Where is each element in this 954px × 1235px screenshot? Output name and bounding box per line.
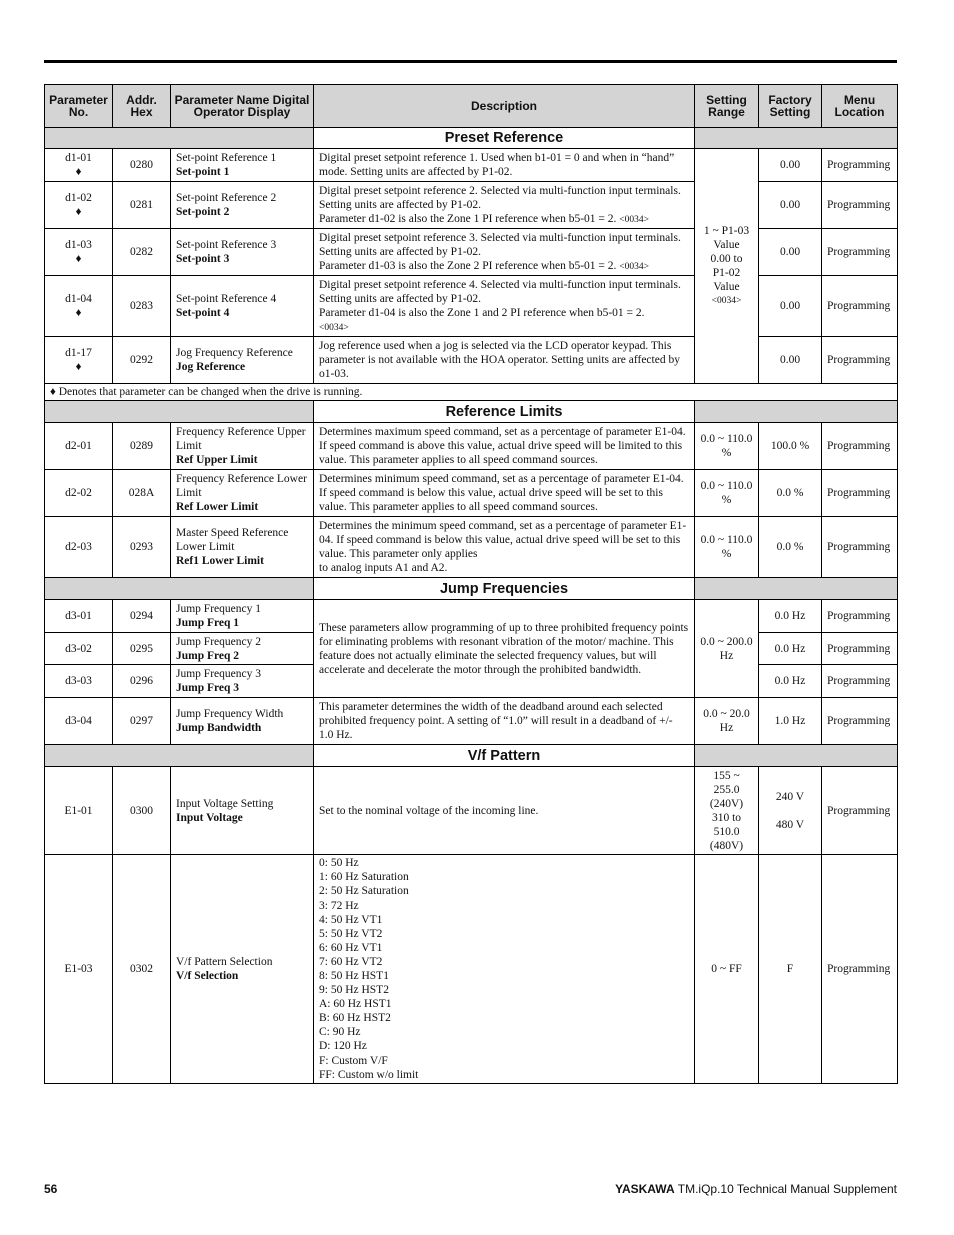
param-name: Master Speed Reference Lower Limit — [176, 527, 289, 553]
list-item: 4: 50 Hz VT1 — [319, 913, 383, 926]
diamond-icon: ♦ — [75, 166, 82, 178]
table-row — [45, 276, 898, 337]
description: Determines maximum speed command, set as a percentage of parameter E1-04. If speed command is above this value, actual drive speed will be limited to this value. This parameter applies to all speed command sources. — [314, 423, 695, 470]
list-item: 2: 50 Hz Saturation — [319, 885, 409, 898]
factory-setting: 0.0 Hz — [759, 665, 822, 698]
section-row — [45, 578, 898, 600]
menu-location: Programming — [822, 149, 898, 182]
factory-setting: 100.0 % — [759, 423, 822, 470]
page-number: 56 — [44, 1182, 58, 1196]
footer-title — [615, 1182, 897, 1196]
factory-setting: 0.0 % — [759, 470, 822, 517]
vf-pattern-options — [314, 855, 695, 1084]
addr-hex: 0283 — [113, 276, 171, 337]
menu-location: Programming — [822, 337, 898, 384]
header-factory-setting: Factory Setting — [759, 85, 822, 128]
list-item: 0: 50 Hz — [319, 857, 359, 870]
addr-hex: 0300 — [113, 767, 171, 855]
param-no: d3-04 — [45, 698, 113, 745]
param-name: Frequency Reference Lower Limit — [176, 473, 307, 499]
operator-display: Set-point 4 — [176, 307, 230, 319]
operator-display: Ref Lower Limit — [176, 501, 259, 513]
factory-setting: 0.00 — [759, 229, 822, 276]
param-name: Jump Frequency 3 — [176, 668, 261, 680]
addr-hex: 0297 — [113, 698, 171, 745]
menu-location: Programming — [822, 276, 898, 337]
section-row — [45, 128, 898, 149]
list-item: B: 60 Hz HST2 — [319, 1012, 391, 1025]
factory-setting: 0.00 — [759, 276, 822, 337]
menu-location: Programming — [822, 229, 898, 276]
param-name: Set-point Reference 4 — [176, 293, 277, 305]
factory-setting: 0.00 — [759, 337, 822, 384]
list-item: 7: 60 Hz VT2 — [319, 955, 383, 968]
setting-range: 0.0 ~ 200.0 Hz — [695, 600, 759, 698]
param-name: Set-point Reference 3 — [176, 239, 277, 251]
diamond-icon: ♦ — [75, 307, 82, 319]
setting-range: 0.0 ~ 20.0 Hz — [695, 698, 759, 745]
param-no: d2-01 — [45, 423, 113, 470]
list-item: 6: 60 Hz VT1 — [319, 941, 383, 954]
header-menu-location: Menu Location — [822, 85, 898, 128]
section-title: Jump Frequencies — [314, 578, 695, 600]
list-item: 8: 50 Hz HST1 — [319, 970, 389, 982]
operator-display: Jump Bandwidth — [176, 722, 262, 734]
description: Digital preset setpoint reference 2. Selected via multi-function input terminals. Setting units are affected by P1-02. Parameter d1-02 is also the Zone 1 PI reference when b5-01 = 2. <0034> — [314, 182, 695, 229]
operator-display: Jump Freq 1 — [176, 617, 240, 629]
addr-hex: 0281 — [113, 182, 171, 229]
description: Jog reference used when a jog is selected via the LCD operator keypad. This parameter is not available with the HOA operator. Setting units are affected by o1-03. — [314, 337, 695, 384]
header-row — [45, 85, 898, 128]
param-name: Jump Frequency Width — [176, 708, 284, 720]
operator-display: Jog Reference — [176, 361, 246, 373]
section-row — [45, 401, 898, 423]
menu-location: Programming — [822, 600, 898, 633]
list-item: C: 90 Hz — [319, 1026, 361, 1039]
table-row — [45, 698, 898, 745]
diamond-icon: ♦ — [75, 206, 82, 218]
section-title: Reference Limits — [314, 401, 695, 423]
section-title: Preset Reference — [314, 128, 695, 149]
addr-hex: 0292 — [113, 337, 171, 384]
factory-setting: 240 V 480 V — [759, 767, 822, 855]
menu-location: Programming — [822, 633, 898, 665]
menu-location: Programming — [822, 855, 898, 1084]
addr-hex: 0282 — [113, 229, 171, 276]
list-item: 3: 72 Hz — [319, 899, 359, 912]
header-param-name: Parameter Name Digital Operator Display — [171, 85, 314, 128]
addr-hex: 0295 — [113, 633, 171, 665]
param-no: d2-03 — [45, 517, 113, 578]
section-title: V/f Pattern — [314, 745, 695, 767]
factory-setting: 0.0 Hz — [759, 633, 822, 665]
operator-display: Ref Upper Limit — [176, 454, 258, 466]
header-param-no: Parameter No. — [45, 85, 113, 128]
operator-display: Ref1 Lower Limit — [176, 555, 264, 567]
factory-setting: 0.00 — [759, 149, 822, 182]
param-name: Input Voltage Setting — [176, 797, 274, 810]
operator-display: V/f Selection — [176, 970, 239, 982]
running-change-note: ♦ Denotes that parameter can be changed when the drive is running. — [45, 384, 898, 401]
list-item: D: 120 Hz — [319, 1040, 367, 1053]
description: This parameter determines the width of the deadband around each selected prohibited frequency point. A setting of “1.0” will result in a deadband of +/- 1.0 Hz. — [314, 698, 695, 745]
table-row — [45, 600, 898, 633]
addr-hex: 0280 — [113, 149, 171, 182]
setting-range: 155 ~ 255.0 (240V) 310 to 510.0 (480V) — [695, 767, 759, 855]
description: Digital preset setpoint reference 1. Used when b1-01 = 0 and when in “hand” mode. Setting units are affected by P1-02. — [314, 149, 695, 182]
param-no: d1-04 — [65, 293, 92, 305]
diamond-icon: ♦ — [75, 253, 82, 265]
setting-range: 0.0 ~ 110.0 % — [695, 423, 759, 470]
param-name: Set-point Reference 2 — [176, 192, 277, 204]
addr-hex: 0293 — [113, 517, 171, 578]
param-no: d1-01 — [65, 152, 92, 164]
description: Determines the minimum speed command, set as a percentage of parameter E1-04. If speed command is below this value, actual drive speed will be set to this value. This parameter only applies to analog inputs A1 and A2. — [314, 517, 695, 578]
table-row — [45, 470, 898, 517]
table-row — [45, 229, 898, 276]
param-no: d1-17 — [65, 347, 92, 359]
param-name: V/f Pattern Selection — [176, 956, 273, 968]
addr-hex: 0289 — [113, 423, 171, 470]
param-name: Jog Frequency Reference — [176, 347, 293, 359]
table-row — [45, 423, 898, 470]
operator-display: Input Voltage — [176, 811, 243, 824]
menu-location: Programming — [822, 470, 898, 517]
param-no: d3-03 — [45, 665, 113, 698]
list-item: FF: Custom w/o limit — [319, 1068, 419, 1081]
table-row — [45, 855, 898, 1084]
addr-hex: 0296 — [113, 665, 171, 698]
factory-setting: 0.0 % — [759, 517, 822, 578]
table-row — [45, 182, 898, 229]
setting-range: 0.0 ~ 110.0 % — [695, 470, 759, 517]
list-item: 9: 50 Hz HST2 — [319, 984, 389, 997]
param-no: d3-01 — [45, 600, 113, 633]
list-item: F: Custom V/F — [319, 1054, 388, 1067]
top-rule — [44, 60, 897, 63]
diamond-icon: ♦ — [75, 361, 82, 373]
description: These parameters allow programming of up to three prohibited frequency points for eliminating problems with resonant vibration of the motor/ machine. This feature does not actually eliminate the selected frequency values, but will accelerate and decelerate the motor through the prohibited bandwidth. — [314, 600, 695, 698]
operator-display: Set-point 2 — [176, 206, 230, 218]
parameter-table — [44, 84, 898, 1084]
factory-setting: 0.00 — [759, 182, 822, 229]
table-row — [45, 767, 898, 855]
note-row — [45, 384, 898, 401]
addr-hex: 0294 — [113, 600, 171, 633]
param-no: d1-02 — [65, 192, 92, 204]
header-setting-range: Setting Range — [695, 85, 759, 128]
menu-location: Programming — [822, 182, 898, 229]
factory-setting: F — [759, 855, 822, 1084]
factory-setting: 0.0 Hz — [759, 600, 822, 633]
description: Set to the nominal voltage of the incoming line. — [314, 767, 695, 855]
setting-range: 0 ~ FF — [695, 855, 759, 1084]
menu-location: Programming — [822, 767, 898, 855]
manual-title: TM.iQp.10 Technical Manual Supplement — [677, 1182, 897, 1196]
operator-display: Jump Freq 2 — [176, 649, 240, 662]
header-description: Description — [314, 85, 695, 128]
addr-hex: 0302 — [113, 855, 171, 1084]
table-row — [45, 517, 898, 578]
addr-hex: 028A — [113, 470, 171, 517]
description: Digital preset setpoint reference 4. Selected via multi-function input terminals. Setting units are affected by P1-02. Parameter d1-04 is also the Zone 1 and 2 PI reference when b5-01 = 2. <0034> — [314, 276, 695, 337]
menu-location: Programming — [822, 517, 898, 578]
list-item: 1: 60 Hz Saturation — [319, 871, 409, 884]
operator-display: Set-point 3 — [176, 253, 230, 265]
setting-range: 1 ~ P1-03 Value 0.00 to P1-02 Value <0034> — [695, 149, 759, 384]
list-item: A: 60 Hz HST1 — [319, 998, 392, 1011]
factory-setting: 1.0 Hz — [759, 698, 822, 745]
param-name: Set-point Reference 1 — [176, 152, 277, 164]
param-no: d3-02 — [45, 633, 113, 665]
brand-name: YASKAWA — [615, 1182, 675, 1196]
description: Determines minimum speed command, set as a percentage of parameter E1-04. If speed command is below this value, actual drive speed will be set to this value. This parameter applies to all speed command sources. — [314, 470, 695, 517]
list-item: 5: 50 Hz VT2 — [319, 927, 383, 940]
table-row — [45, 337, 898, 384]
menu-location: Programming — [822, 423, 898, 470]
section-row — [45, 745, 898, 767]
table-row — [45, 149, 898, 182]
header-addr-hex: Addr. Hex — [113, 85, 171, 128]
setting-range: 0.0 ~ 110.0 % — [695, 517, 759, 578]
menu-location: Programming — [822, 665, 898, 698]
description: Digital preset setpoint reference 3. Selected via multi-function input terminals. Setting units are affected by P1-02. Parameter d1-03 is also the Zone 2 PI reference when b5-01 = 2. <0034> — [314, 229, 695, 276]
param-no: E1-03 — [45, 855, 113, 1084]
menu-location: Programming — [822, 698, 898, 745]
param-no: d2-02 — [45, 470, 113, 517]
param-no: d1-03 — [65, 239, 92, 251]
operator-display: Jump Freq 3 — [176, 682, 240, 694]
param-no: E1-01 — [45, 767, 113, 855]
param-name: Jump Frequency 2 — [176, 635, 261, 648]
param-name: Jump Frequency 1 — [176, 603, 261, 615]
operator-display: Set-point 1 — [176, 166, 230, 178]
param-name: Frequency Reference Upper Limit — [176, 426, 306, 452]
